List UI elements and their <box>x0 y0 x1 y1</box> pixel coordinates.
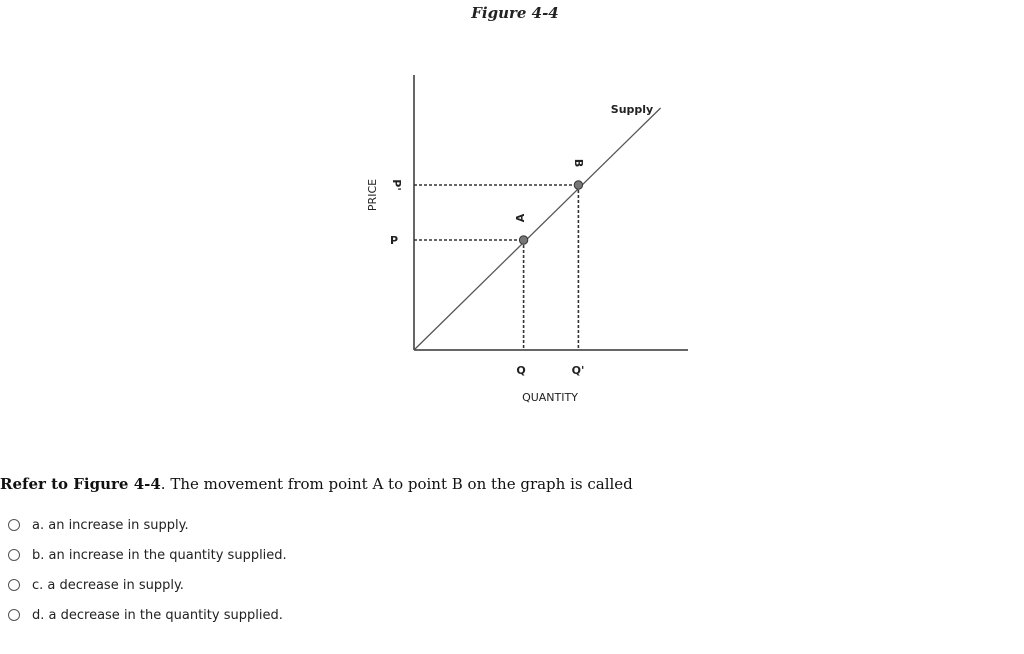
radio-button[interactable] <box>8 579 20 591</box>
y-tick-label-p-prime: P' <box>390 179 403 191</box>
option-label: d. a decrease in the quantity supplied. <box>32 607 283 623</box>
axes <box>414 75 688 350</box>
radio-button[interactable] <box>8 519 20 531</box>
option-label: a. an increase in supply. <box>32 517 189 533</box>
point-label-b: B <box>572 158 585 168</box>
option-a[interactable] <box>8 510 287 540</box>
point-a <box>519 236 527 244</box>
x-tick-label-q: Q <box>516 364 526 377</box>
x-axis-label: QUANTITY <box>522 391 578 404</box>
question-figure-ref: Refer to Figure 4-4 <box>0 475 161 493</box>
radio-button[interactable] <box>8 609 20 621</box>
x-tick-label-q-prime: Q' <box>571 364 585 377</box>
y-axis-label: PRICE <box>366 178 379 212</box>
figure-title: Figure 4-4 <box>471 4 559 22</box>
question-body: . The movement from point A to point B on the graph is called <box>160 475 633 493</box>
y-tick-label-p: P <box>389 234 399 247</box>
option-d[interactable] <box>8 600 287 630</box>
option-c[interactable] <box>8 570 287 600</box>
option-label: b. an increase in the quantity supplied. <box>32 547 287 563</box>
option-label: c. a decrease in supply. <box>32 577 184 593</box>
radio-button[interactable] <box>8 549 20 561</box>
point-label-a: A <box>514 213 527 223</box>
series-line-supply <box>414 108 661 350</box>
option-b[interactable] <box>8 540 287 570</box>
answer-options <box>8 510 287 630</box>
series-label-supply: Supply <box>610 103 654 116</box>
question-text <box>0 475 633 493</box>
point-b <box>574 181 582 189</box>
